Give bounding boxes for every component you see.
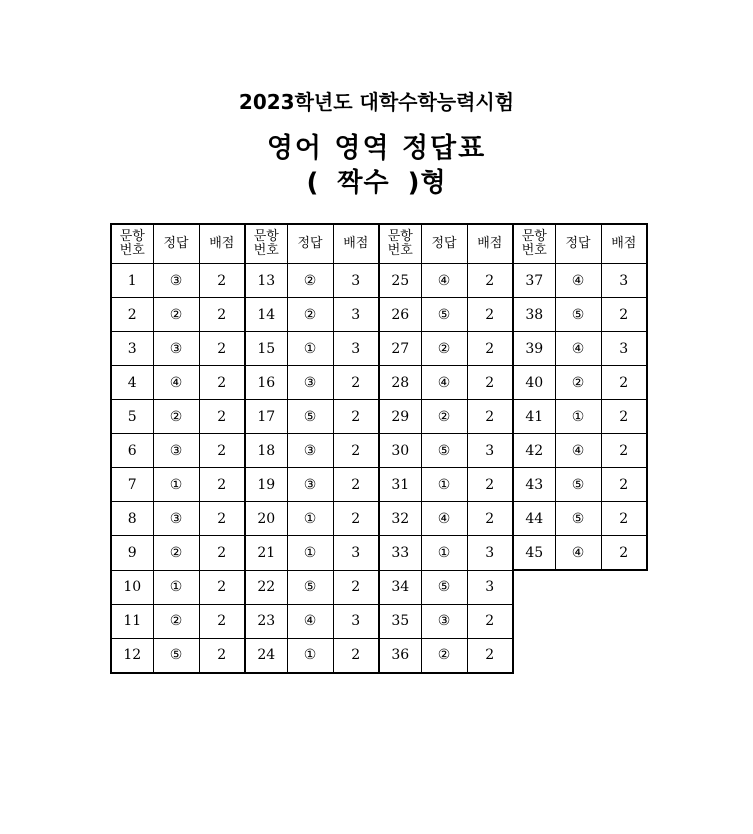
exam-subtitle: 2023학년도 대학수학능력시험 [238, 90, 515, 114]
answer-value: ① [555, 400, 601, 434]
question-number: 28 [379, 366, 421, 400]
answer-value: ③ [287, 366, 333, 400]
points-value: 2 [467, 468, 513, 502]
answer-value: ① [421, 468, 467, 502]
table-row [111, 468, 647, 502]
table-row [111, 400, 647, 434]
column-header-number [111, 224, 153, 264]
answer-value: ⑤ [287, 400, 333, 434]
answer-value: ⑤ [421, 298, 467, 332]
column-header-number-line2: 번호 [253, 243, 279, 258]
question-number: 8 [111, 502, 153, 536]
question-number: 4 [111, 366, 153, 400]
column-header-number-line1: 문항 [387, 229, 413, 244]
points-value: 2 [199, 332, 245, 366]
answer-value: ④ [555, 332, 601, 366]
empty-cell [555, 638, 601, 673]
answer-value: ④ [421, 502, 467, 536]
header-row [111, 224, 647, 264]
points-value: 3 [333, 536, 379, 571]
points-value: 2 [333, 400, 379, 434]
column-header-number-line2: 번호 [119, 243, 145, 258]
points-value: 2 [333, 570, 379, 604]
question-number: 38 [513, 298, 555, 332]
points-value: 2 [199, 434, 245, 468]
column-header-answer: 정답 [153, 224, 199, 264]
empty-cell [513, 638, 555, 673]
points-value: 2 [333, 468, 379, 502]
answer-value: ③ [421, 604, 467, 638]
empty-cell [555, 570, 601, 604]
answer-value: ④ [555, 434, 601, 468]
answer-value: ③ [153, 502, 199, 536]
points-value: 2 [467, 264, 513, 298]
column-header-answer: 정답 [287, 224, 333, 264]
answer-value: ⑤ [153, 638, 199, 673]
points-value: 3 [333, 298, 379, 332]
answer-value: ⑤ [421, 434, 467, 468]
answer-table [110, 223, 648, 674]
question-number: 30 [379, 434, 421, 468]
points-value: 3 [333, 332, 379, 366]
points-value: 2 [601, 468, 647, 502]
column-header-points: 배점 [199, 224, 245, 264]
question-number: 25 [379, 264, 421, 298]
type-close: )형 [407, 168, 447, 198]
question-number: 11 [111, 604, 153, 638]
answer-value: ④ [153, 366, 199, 400]
question-number: 17 [245, 400, 287, 434]
answer-value: ② [153, 400, 199, 434]
column-header-points: 배점 [601, 224, 647, 264]
question-number: 6 [111, 434, 153, 468]
column-header-number [245, 224, 287, 264]
points-value: 2 [199, 366, 245, 400]
points-value: 2 [199, 604, 245, 638]
question-number: 45 [513, 536, 555, 571]
question-number: 29 [379, 400, 421, 434]
answer-value: ② [421, 332, 467, 366]
question-number: 2 [111, 298, 153, 332]
question-number: 22 [245, 570, 287, 604]
answer-value: ③ [153, 264, 199, 298]
points-value: 2 [601, 400, 647, 434]
question-number: 39 [513, 332, 555, 366]
answer-value: ② [153, 604, 199, 638]
answer-value: ① [287, 332, 333, 366]
points-value: 2 [601, 502, 647, 536]
type-open-paren: ( [306, 168, 320, 198]
question-number: 12 [111, 638, 153, 673]
answer-value: ⑤ [555, 502, 601, 536]
answer-value: ② [421, 638, 467, 673]
table-row [111, 298, 647, 332]
question-number: 19 [245, 468, 287, 502]
points-value: 3 [333, 264, 379, 298]
answer-value: ④ [287, 604, 333, 638]
column-header-number [513, 224, 555, 264]
answer-value: ① [421, 536, 467, 571]
answer-value: ③ [287, 468, 333, 502]
points-value: 2 [467, 638, 513, 673]
column-header-number-line1: 문항 [521, 229, 547, 244]
question-number: 20 [245, 502, 287, 536]
empty-cell [601, 570, 647, 604]
page-title: 영어 영역 정답표 [266, 133, 487, 164]
column-header-number-line2: 번호 [387, 243, 413, 258]
question-number: 13 [245, 264, 287, 298]
answer-value: ② [555, 366, 601, 400]
points-value: 2 [467, 332, 513, 366]
question-number: 37 [513, 264, 555, 298]
points-value: 2 [467, 400, 513, 434]
answer-value: ⑤ [287, 570, 333, 604]
question-number: 32 [379, 502, 421, 536]
question-number: 35 [379, 604, 421, 638]
question-number: 36 [379, 638, 421, 673]
question-number: 44 [513, 502, 555, 536]
empty-cell [513, 570, 555, 604]
question-number: 43 [513, 468, 555, 502]
table-row [111, 570, 647, 604]
question-number: 33 [379, 536, 421, 571]
points-value: 2 [199, 638, 245, 673]
question-number: 24 [245, 638, 287, 673]
points-value: 2 [333, 366, 379, 400]
column-header-number [379, 224, 421, 264]
points-value: 2 [467, 298, 513, 332]
question-number: 1 [111, 264, 153, 298]
points-value: 2 [467, 366, 513, 400]
answer-value: ⑤ [555, 468, 601, 502]
answer-value: ① [287, 638, 333, 673]
column-header-answer: 정답 [421, 224, 467, 264]
table-row [111, 366, 647, 400]
empty-cell [555, 604, 601, 638]
points-value: 3 [601, 264, 647, 298]
question-number: 7 [111, 468, 153, 502]
question-number: 31 [379, 468, 421, 502]
points-value: 3 [601, 332, 647, 366]
points-value: 3 [467, 536, 513, 571]
question-number: 21 [245, 536, 287, 571]
answer-value: ② [153, 536, 199, 571]
question-number: 23 [245, 604, 287, 638]
points-value: 2 [601, 298, 647, 332]
empty-cell [601, 604, 647, 638]
question-number: 34 [379, 570, 421, 604]
table-row [111, 502, 647, 536]
points-value: 2 [333, 434, 379, 468]
answer-value: ④ [555, 536, 601, 571]
type-name: 짝수 [337, 168, 390, 198]
column-header-number-line1: 문항 [119, 229, 145, 244]
points-value: 2 [199, 400, 245, 434]
question-number: 41 [513, 400, 555, 434]
answer-value: ③ [153, 332, 199, 366]
question-number: 9 [111, 536, 153, 571]
answer-value: ① [287, 502, 333, 536]
answer-value: ② [153, 298, 199, 332]
table-row [111, 536, 647, 571]
column-header-answer: 정답 [555, 224, 601, 264]
answer-value: ② [287, 264, 333, 298]
question-number: 26 [379, 298, 421, 332]
points-value: 3 [467, 434, 513, 468]
points-value: 2 [333, 502, 379, 536]
points-value: 3 [333, 604, 379, 638]
points-value: 2 [467, 502, 513, 536]
table-row [111, 638, 647, 673]
column-header-number-line2: 번호 [521, 243, 547, 258]
table-row [111, 604, 647, 638]
answer-value: ① [287, 536, 333, 571]
question-number: 18 [245, 434, 287, 468]
points-value: 2 [199, 264, 245, 298]
points-value: 2 [199, 570, 245, 604]
points-value: 2 [601, 434, 647, 468]
points-value: 3 [467, 570, 513, 604]
question-number: 16 [245, 366, 287, 400]
points-value: 2 [199, 298, 245, 332]
column-header-points: 배점 [333, 224, 379, 264]
table-row [111, 434, 647, 468]
question-number: 3 [111, 332, 153, 366]
points-value: 2 [199, 502, 245, 536]
answer-value: ① [153, 468, 199, 502]
answer-value: ④ [421, 366, 467, 400]
table-row [111, 264, 647, 298]
question-number: 27 [379, 332, 421, 366]
points-value: 2 [199, 468, 245, 502]
column-header-number-line1: 문항 [253, 229, 279, 244]
question-number: 5 [111, 400, 153, 434]
answer-value: ⑤ [421, 570, 467, 604]
answer-value: ④ [421, 264, 467, 298]
question-number: 40 [513, 366, 555, 400]
answer-value: ① [153, 570, 199, 604]
question-number: 42 [513, 434, 555, 468]
points-value: 2 [333, 638, 379, 673]
answer-value: ② [421, 400, 467, 434]
empty-cell [513, 604, 555, 638]
points-value: 2 [199, 536, 245, 571]
question-number: 14 [245, 298, 287, 332]
answer-value: ② [287, 298, 333, 332]
points-value: 2 [601, 366, 647, 400]
answer-value: ⑤ [555, 298, 601, 332]
exam-type-line [0, 162, 753, 199]
answer-value: ③ [287, 434, 333, 468]
question-number: 10 [111, 570, 153, 604]
column-header-points: 배점 [467, 224, 513, 264]
question-number: 15 [245, 332, 287, 366]
table-row [111, 332, 647, 366]
points-value: 2 [601, 536, 647, 571]
points-value: 2 [467, 604, 513, 638]
empty-cell [601, 638, 647, 673]
answer-value: ④ [555, 264, 601, 298]
answer-value: ③ [153, 434, 199, 468]
